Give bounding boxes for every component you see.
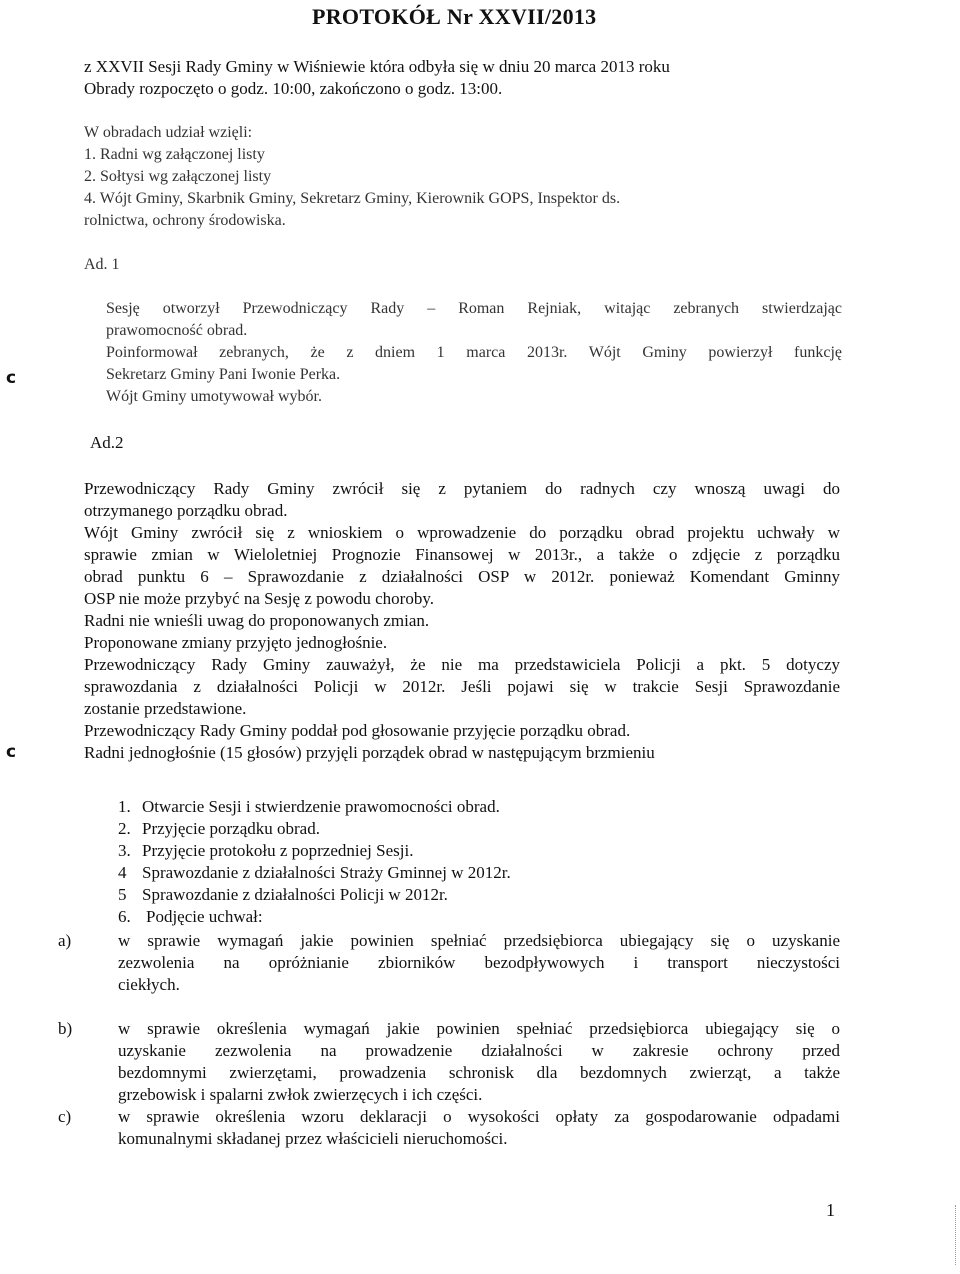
ad2-line: otrzymanego porządku obrad. bbox=[84, 501, 288, 520]
margin-mark: c bbox=[6, 368, 17, 388]
agenda-text: Otwarcie Sesji i stwierdzenie prawomocności obrad. bbox=[142, 797, 500, 816]
agenda-text: Podjęcie uchwał: bbox=[146, 907, 263, 926]
resolution-line: grzebowisk i spalarni zwłok zwierzęcych i ich części. bbox=[118, 1085, 483, 1104]
ad2-line: OSP nie może przybyć na Sesję z powodu choroby. bbox=[84, 589, 434, 608]
ad2-line: sprawie zmian w Wieloletniej Prognozie Finansowej w 2013r., a także o zdjęcie z porządku bbox=[84, 545, 840, 564]
agenda-number: 5 bbox=[118, 885, 127, 904]
ad2-line: Przewodniczący Rady Gminy zauważył, że nie ma przedstawiciela Policji a pkt. 5 dotyczy bbox=[84, 655, 840, 674]
agenda-number: 6. bbox=[118, 907, 131, 926]
attendance-item: 1. Radni wg załączonej listy bbox=[84, 146, 265, 163]
margin-mark: c bbox=[6, 742, 17, 762]
agenda-item bbox=[118, 840, 413, 862]
agenda-number: 4 bbox=[118, 863, 127, 882]
ad1-line: Poinformował zebranych, że z dniem 1 marca 2013r. Wójt Gminy powierzył funkcję bbox=[106, 344, 842, 361]
agenda-number: 1. bbox=[118, 797, 131, 816]
agenda-item bbox=[118, 862, 511, 884]
agenda-text: Sprawozdanie z działalności Policji w 2012r. bbox=[142, 885, 448, 904]
resolution-line: w sprawie określenia wzoru deklaracji o wysokości opłaty za gospodarowanie odpadami bbox=[118, 1107, 840, 1126]
ad2-line: Wójt Gminy zwrócił się z wnioskiem o wprowadzenie do porządku obrad projektu uchwały w bbox=[84, 523, 840, 542]
resolution-line: w sprawie określenia wymagań jakie powinien spełniać przedsiębiorca ubiegający się o bbox=[118, 1019, 840, 1038]
agenda-text: Przyjęcie porządku obrad. bbox=[142, 819, 320, 838]
attendance-item: 2. Sołtysi wg załączonej listy bbox=[84, 168, 272, 185]
ad1-label: Ad. 1 bbox=[84, 256, 120, 273]
resolution-line: ciekłych. bbox=[118, 975, 180, 994]
ad2-line: Radni nie wnieśli uwag do proponowanych zmian. bbox=[84, 611, 430, 630]
agenda-item bbox=[118, 906, 263, 928]
attendance-item: 4. Wójt Gminy, Skarbnik Gminy, Sekretarz Gminy, Kierownik GOPS, Inspektor ds. bbox=[84, 190, 621, 207]
page-number: 1 bbox=[826, 1200, 835, 1220]
ad2-line: sprawozdania z działalności Policji w 2012r. Jeśli pojawi się w trakcie Sesji Sprawozdanie bbox=[84, 677, 840, 696]
agenda-text: Sprawozdanie z działalności Straży Gminnej w 2012r. bbox=[142, 863, 511, 882]
document-title: PROTOKÓŁ Nr XXVII/2013 bbox=[312, 4, 597, 29]
resolution-letter: a) bbox=[58, 931, 72, 950]
agenda-number: 2. bbox=[118, 819, 131, 838]
resolution-line: zezwolenia na opróżnianie zbiorników bezodpływowych i transport nieczystości bbox=[118, 953, 840, 972]
intro-line-1: z XXVII Sesji Rady Gminy w Wiśniewie która odbyła się w dniu 20 marca 2013 roku bbox=[84, 57, 670, 76]
agenda-item bbox=[118, 884, 448, 906]
ad2-line: obrad punktu 6 – Sprawozdanie z działalności OSP w 2012r. ponieważ Komendant Gminny bbox=[84, 567, 840, 586]
ad1-line: Sesję otworzył Przewodniczący Rady – Roman Rejniak, witając zebranych stwierdzając bbox=[106, 300, 842, 317]
agenda-number: 3. bbox=[118, 841, 131, 860]
resolution-line: w sprawie wymagań jakie powinien spełniać przedsiębiorca ubiegający się o uzyskanie bbox=[118, 931, 840, 950]
ad2-line: Radni jednogłośnie (15 głosów) przyjęli porządek obrad w następującym brzmieniu bbox=[84, 743, 655, 762]
ad2-line: Proponowane zmiany przyjęto jednogłośnie. bbox=[84, 633, 388, 652]
resolution-line: bezdomnymi zwierzętami, prowadzenia schronisk dla bezdomnych zwierząt, a także bbox=[118, 1063, 840, 1082]
agenda-text: Przyjęcie protokołu z poprzedniej Sesji. bbox=[142, 841, 414, 860]
attendance-item: rolnictwa, ochrony środowiska. bbox=[84, 212, 286, 229]
ad1-line: Sekretarz Gminy Pani Iwonie Perka. bbox=[106, 366, 341, 383]
ad1-line: prawomocność obrad. bbox=[106, 322, 248, 339]
ad2-line: Przewodniczący Rady Gminy poddał pod głosowanie przyjęcie porządku obrad. bbox=[84, 721, 631, 740]
resolution-line: uzyskanie zezwolenia na prowadzenie działalności w zakresie ochrony przed bbox=[118, 1041, 840, 1060]
agenda-item bbox=[118, 796, 500, 818]
attendance-heading: W obradach udział wzięli: bbox=[84, 124, 253, 141]
intro-line-2: Obrady rozpoczęto o godz. 10:00, zakończono o godz. 13:00. bbox=[84, 79, 503, 98]
ad2-line: Przewodniczący Rady Gminy zwrócił się z pytaniem do radnych czy wnoszą uwagi do bbox=[84, 479, 840, 498]
scan-edge-line bbox=[955, 1205, 957, 1265]
resolution-letter: b) bbox=[58, 1019, 73, 1038]
ad1-line: Wójt Gminy umotywował wybór. bbox=[106, 388, 322, 405]
agenda-item bbox=[118, 818, 320, 840]
resolution-line: komunalnymi składanej przez właścicieli nieruchomości. bbox=[118, 1129, 508, 1148]
resolution-letter: c) bbox=[58, 1107, 72, 1126]
ad2-line: zostanie przedstawione. bbox=[84, 699, 247, 718]
ad2-label: Ad.2 bbox=[90, 433, 124, 452]
